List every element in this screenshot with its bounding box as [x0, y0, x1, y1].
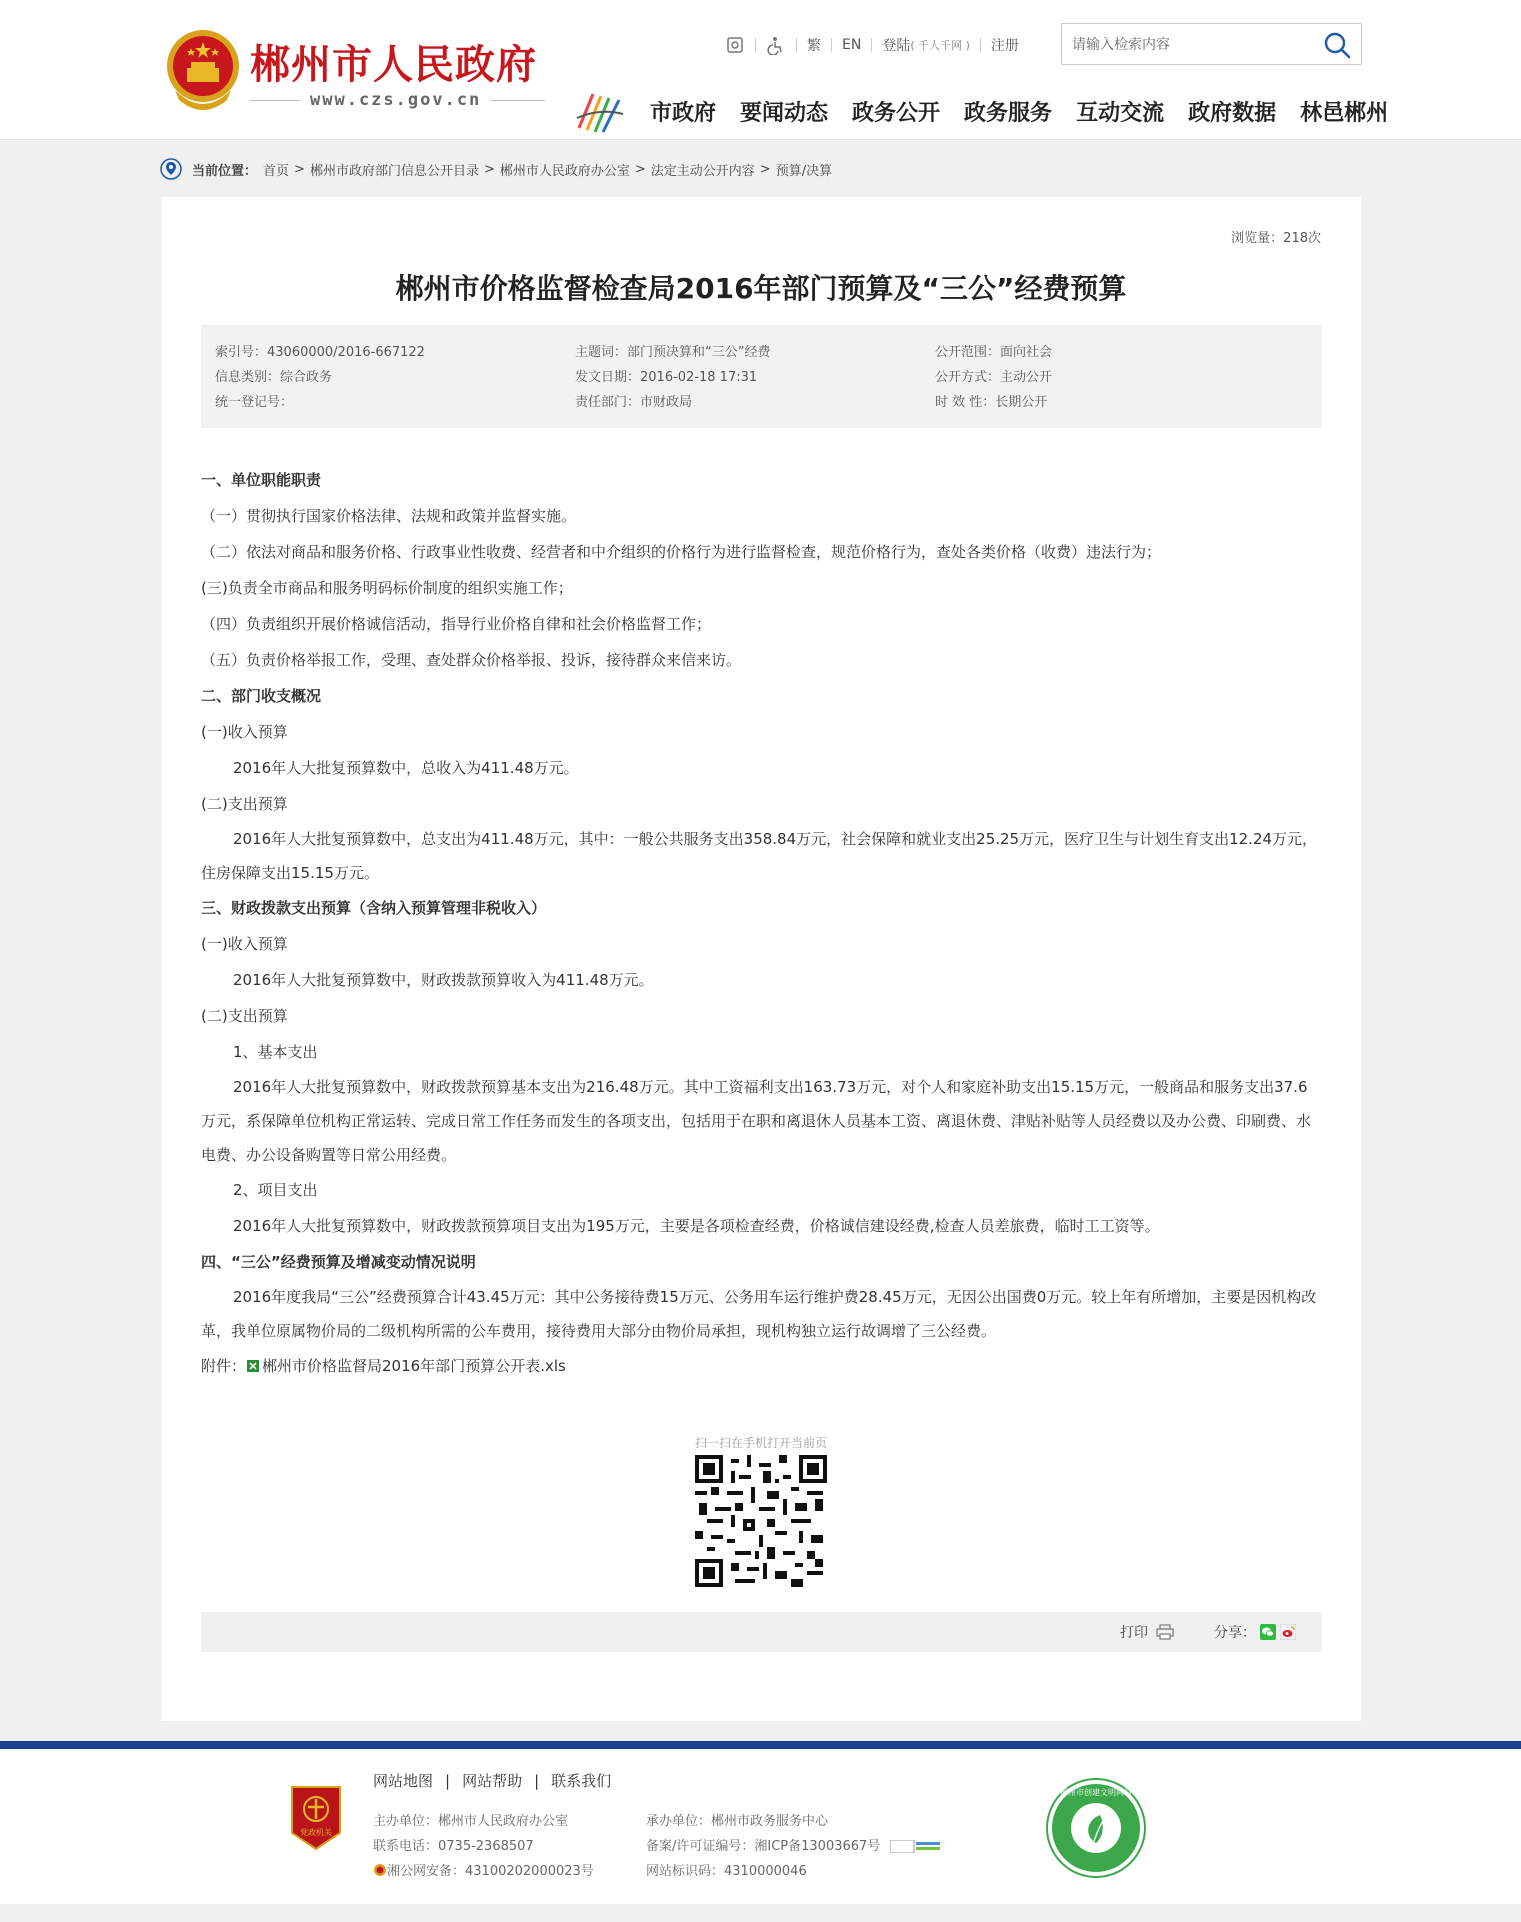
breadcrumb-label: 当前位置：	[192, 163, 258, 179]
article-title: 郴州市价格监督检查局2016年部门预算及“三公”经费预算	[395, 272, 1127, 305]
meta-validity: 时 效 性：长期公开	[935, 395, 1048, 410]
seal-text: 郴州市创建文明网站	[1060, 1788, 1132, 1797]
elderly-mode-icon[interactable]	[766, 35, 786, 55]
body-paragraph: （一）贯彻执行国家价格法律、法规和政策并监督实施。	[201, 507, 577, 525]
section-heading: 二、部门收支概况	[201, 687, 322, 705]
nav-item-government-disclosure[interactable]: 政务公开	[852, 101, 941, 126]
body-paragraph: (三)负责全市商品和服务明码标价制度的组织实施工作；	[201, 579, 573, 597]
footer-link-contact[interactable]: 联系我们	[551, 1772, 612, 1790]
attachment	[201, 1348, 1322, 1384]
printer-icon	[1156, 1624, 1174, 1640]
breadcrumb-separator: >	[483, 161, 495, 177]
meta-date: 发文日期：2016-02-18 17:31	[575, 370, 758, 385]
attachment-link[interactable]: 郴州市价格监督局2016年部门预算公开表.xls	[262, 1357, 566, 1375]
traditional-chinese-link[interactable]: 繁	[807, 38, 821, 54]
page-bottom-strip	[0, 1904, 1521, 1922]
excel-file-icon	[246, 1359, 260, 1373]
footer-police-record	[373, 1860, 594, 1879]
civilization-website-seal-icon[interactable]	[1045, 1777, 1147, 1879]
article-action-bar	[201, 1612, 1322, 1652]
nav-item-government-data[interactable]: 政府数据	[1188, 101, 1277, 126]
section-heading: 三、财政拨款支出预算（含纳入预算管理非税收入）	[201, 899, 547, 917]
national-emblem-icon[interactable]	[165, 28, 241, 114]
header-toolbar	[725, 33, 1019, 57]
body-paragraph: （五）负责价格举报工作，受理、查处群众价格举报、投诉，接待群众来信来访。	[201, 651, 742, 669]
site-header	[0, 0, 1521, 140]
nav-item-government-services[interactable]: 政务服务	[964, 101, 1053, 126]
body-paragraph: 2016年人大批复预算数中，总支出为411.48万元，其中：一般公共服务支出358.84万元，社会保障和就业支出25.25万元，医疗卫生与计划生育支出12.24万元，住房保障支出15.15万元。	[201, 830, 1318, 882]
footer-host: 主办单位：郴州市人民政府办公室	[373, 1814, 569, 1829]
toolbar-separator	[796, 38, 797, 52]
breadcrumb-office[interactable]: 郴州市人民政府办公室	[499, 163, 630, 179]
body-paragraph: (二)支出预算	[201, 795, 288, 813]
body-paragraph: (二)支出预算	[201, 1007, 288, 1025]
police-badge-icon	[373, 1863, 387, 1877]
meta-index: 索引号：43060000/2016-667122	[215, 345, 425, 360]
nav-logo-icon	[575, 88, 625, 136]
qr-label: 扫一扫在手机打开当前页	[694, 1436, 827, 1450]
toolbar-separator	[755, 38, 756, 52]
nav-item-city-government[interactable]: 市政府	[650, 101, 717, 126]
site-footer	[0, 1749, 1521, 1904]
main-nav	[650, 96, 1388, 127]
footer-icp[interactable]: 备案/许可证编号：湘ICP备13003667号	[646, 1839, 881, 1854]
meta-scope: 公开范围：面向社会	[935, 345, 1053, 360]
body-paragraph: 2、项目支出	[233, 1181, 318, 1199]
body-paragraph: 1、基本支出	[233, 1043, 318, 1061]
breadcrumb-catalog[interactable]: 郴州市政府部门信息公开目录	[309, 163, 479, 179]
footer-phone: 联系电话：0735-2368507	[373, 1839, 534, 1854]
breadcrumb-separator: >	[294, 161, 305, 177]
view-count: 浏览量：218次	[1231, 231, 1321, 246]
body-paragraph: 2016年人大批复预算数中，财政拨款预算收入为411.48万元。	[233, 971, 654, 989]
footer-link-separator: |	[534, 1771, 540, 1790]
article-metadata	[201, 325, 1322, 428]
print-label: 打印	[1120, 1625, 1148, 1641]
nav-item-news[interactable]: 要闻动态	[740, 101, 829, 126]
body-paragraph: 2016年人大批复预算数中，财政拨款预算基本支出为216.48万元。其中工资福利支出163.73万元，对个人和家庭补助支出15.15万元，一般商品和服务支出37.6万元，系保障单位机构正常运转、完成日常工作任务而发生的各项支出，包括用于在职和离退休人员基本工资、离退休费、津贴补贴等人员经费以及办公费、印刷费、水电费、办公设备购置等日常公用经费。	[201, 1078, 1312, 1164]
body-paragraph: (一)收入预算	[201, 723, 288, 741]
footer-icp-row	[646, 1835, 940, 1854]
print-button[interactable]	[1120, 1622, 1174, 1642]
location-pin-icon	[160, 158, 182, 180]
search-box	[1061, 23, 1362, 65]
site-url: www.czs.gov.cn	[300, 90, 491, 110]
article-card	[161, 197, 1361, 1721]
body-paragraph: (一)收入预算	[201, 935, 288, 953]
meta-category: 信息类别：综合政务	[215, 370, 333, 385]
footer-link-sitemap[interactable]: 网站地图	[373, 1772, 434, 1790]
site-name[interactable]: 郴州市人民政府	[250, 42, 537, 88]
footer-undertaker: 承办单位：郴州市政务服务中心	[646, 1814, 829, 1829]
footer-link-separator: |	[445, 1771, 451, 1790]
cnzz-stats-icon[interactable]	[890, 1840, 940, 1853]
search-input[interactable]	[1072, 34, 1302, 56]
attachment-label: 附件：	[201, 1357, 247, 1375]
weibo-icon[interactable]	[1280, 1624, 1296, 1640]
meta-method: 公开方式：主动公开	[935, 370, 1053, 385]
police-record-text[interactable]: 湘公网安备：43100202000023号	[387, 1864, 594, 1879]
meta-dept: 责任部门：市财政局	[575, 395, 693, 410]
toolbar-separator	[871, 38, 872, 52]
breadcrumb-separator: >	[759, 161, 771, 177]
wechat-icon[interactable]	[1260, 1624, 1276, 1640]
party-government-badge-icon[interactable]	[290, 1785, 342, 1851]
footer-link-help[interactable]: 网站帮助	[462, 1772, 523, 1790]
nav-item-interaction[interactable]: 互动交流	[1076, 101, 1165, 126]
meta-topic: 主题词：部门预决算和“三公”经费	[575, 345, 771, 360]
toolbar-separator	[831, 38, 832, 52]
breadcrumb-home[interactable]: 首页	[263, 163, 290, 179]
body-paragraph: 2016年人大批复预算数中，总收入为411.48万元。	[233, 759, 579, 777]
article-body	[201, 462, 1322, 1384]
nav-item-linyi-chenzhou[interactable]: 林邑郴州	[1300, 101, 1389, 126]
register-link[interactable]: 注册	[990, 38, 1019, 54]
toolbar-separator	[980, 38, 981, 52]
body-paragraph: （四）负责组织开展价格诚信活动，指导行业价格自律和社会价格监督工作；	[201, 615, 712, 633]
share-label: 分享：	[1214, 1625, 1256, 1641]
breadcrumb-budget[interactable]: 预算/决算	[775, 163, 833, 179]
footer-divider	[0, 1741, 1521, 1749]
breadcrumb	[160, 158, 832, 180]
body-paragraph: 2016年人大批复预算数中，财政拨款预算项目支出为195万元，主要是各项检查经费，价格诚信建设经费,检查人员差旅费，临时工工资等。	[233, 1217, 1160, 1235]
badge-text: 党政机关	[300, 1828, 332, 1837]
search-icon[interactable]	[1323, 31, 1351, 59]
footer-site-id: 网站标识码：4310000046	[646, 1864, 807, 1879]
english-link[interactable]: EN	[842, 37, 862, 53]
body-paragraph: 2016年度我局“三公”经费预算合计43.45万元：其中公务接待费15万元、公务用车运行维护费28.45万元，无因公出国费0万元。较上年有所增加，主要是因机构改革，我单位原属物价局的二级机构所需的公车费用，接待费用大部分由物价局承担，现机构独立运行故调增了三公经费。	[201, 1288, 1317, 1340]
qr-code-icon	[695, 1455, 827, 1587]
share-group	[1214, 1622, 1296, 1642]
breadcrumb-legal-content[interactable]: 法定主动公开内容	[650, 163, 755, 179]
section-heading: 四、“三公”经费预算及增减变动情况说明	[201, 1253, 476, 1271]
login-note: ( 千人千网 )	[910, 39, 970, 52]
body-paragraph: （二）依法对商品和服务价格、行政事业性收费、经营者和中介组织的价格行为进行监督检查，规范价格行为，查处各类价格（收费）违法行为；	[201, 543, 1162, 561]
footer-links	[373, 1770, 611, 1791]
meta-reg-no: 统一登记号：	[215, 395, 294, 410]
breadcrumb-separator: >	[634, 161, 646, 177]
section-heading: 一、单位职能职责	[201, 471, 322, 489]
accessibility-mode-icon[interactable]	[725, 35, 745, 55]
login-link[interactable]: 登陆	[882, 38, 911, 54]
